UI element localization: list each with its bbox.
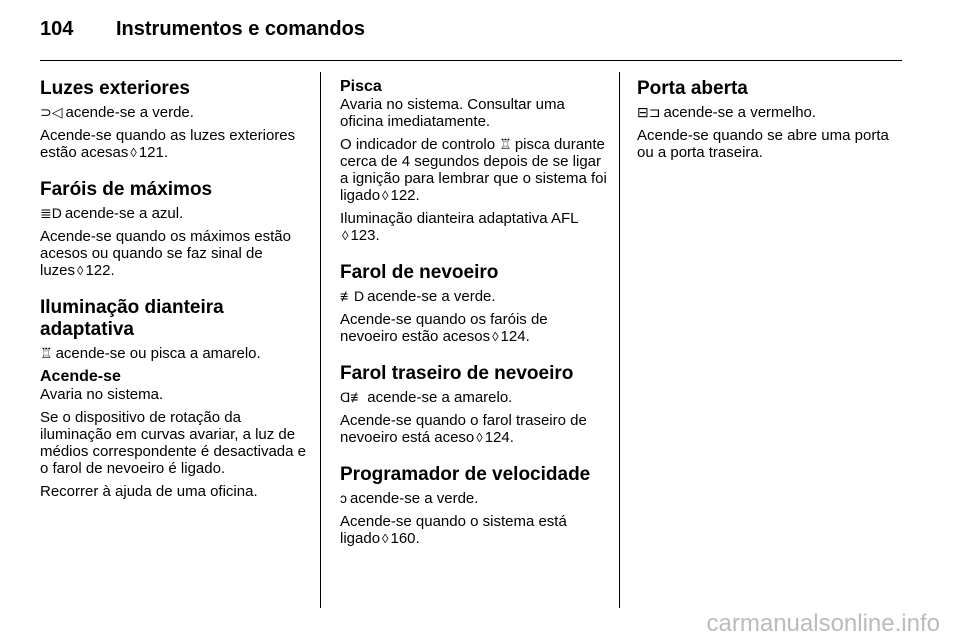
door-open-icon: ⊟⊐	[637, 104, 661, 120]
section-exterior-lights: Luzes exteriores ⊃◁ acende-se a verde. Acende-se quando as luzes exteriores estão acesas ◊ 121.	[40, 78, 310, 161]
header-rule	[40, 60, 902, 61]
page-ref-link[interactable]: 122.	[85, 262, 115, 279]
page-title: Instrumentos e comandos	[116, 18, 365, 40]
section-fog-light: Farol de nevoeiro ≢D acende-se a verde. Acende-se quando os faróis de nevoeiro estão acesos ◊ 124.	[340, 262, 608, 345]
exterior-lights-icon: ⊃◁	[40, 104, 63, 120]
afl-icon: ♖	[40, 345, 53, 361]
section-blinking: Pisca Avaria no sistema. Consultar uma oficina imediatamente. O indicador de controlo ♖ pisca durante cerca de 4 segundos depois de se ligar a ignição para lembrar que o sistema foi ligado ◊ 122. Iluminação dianteira adaptativa AFL ◊ 123.	[340, 78, 607, 244]
ref-arrow-icon: ◊	[77, 263, 84, 278]
watermark: carmanualsonline.info	[706, 610, 940, 637]
page-header	[40, 18, 365, 41]
section-title: Farol de nevoeiro	[340, 262, 499, 283]
page-ref-link[interactable]: 124.	[484, 429, 514, 446]
page-ref-link[interactable]: 121.	[138, 144, 169, 161]
column-1	[40, 78, 310, 518]
ref-arrow-icon: ◊	[130, 145, 137, 160]
ref-arrow-icon: ◊	[342, 228, 349, 243]
subsection-title: Acende-se	[40, 368, 121, 385]
column-divider-2	[619, 72, 620, 608]
rear-fog-light-icon: Ɑ≢	[340, 389, 365, 405]
high-beam-icon: ≣D	[40, 205, 62, 221]
page-number: 104	[40, 18, 74, 40]
cruise-control-icon: ↄ	[340, 490, 347, 506]
section-door-open: Porta aberta ⊟⊐ acende-se a vermelho. Acende-se quando se abre uma porta ou a porta traseira.	[637, 78, 905, 161]
page-ref-link[interactable]: 122.	[390, 187, 420, 204]
section-title: Iluminação dianteira adaptativa	[40, 297, 224, 340]
section-title: Luzes exteriores	[40, 78, 190, 99]
section-title: Porta aberta	[637, 78, 748, 99]
ref-arrow-icon: ◊	[476, 430, 483, 445]
page-ref-link[interactable]: 123.	[350, 227, 380, 244]
ref-arrow-icon: ◊	[382, 531, 389, 546]
section-cruise-control: Programador de velocidade ↄ acende-se a verde. Acende-se quando o sistema está ligado ◊ 160.	[340, 464, 608, 547]
section-adaptive-lighting: Iluminação dianteira adaptativa ♖ acende-se ou pisca a amarelo. Acende-se Avaria no sistema. Se o dispositivo de rotação da iluminação em curvas avariar, a luz de médios correspondente é desactivada e o farol de nevoeiro é ligado. Recorrer à ajuda de uma oficina.	[40, 297, 310, 500]
page-ref-link[interactable]: 160.	[390, 530, 420, 547]
fog-light-icon: ≢D	[340, 288, 365, 304]
section-title: Faróis de máximos	[40, 179, 213, 200]
section-title: Programador de velocidade	[340, 464, 591, 485]
section-high-beam: Faróis de máximos ≣D acende-se a azul. Acende-se quando os máximos estão acesos ou quando se faz sinal de luzes ◊ 122.	[40, 179, 310, 279]
column-divider-1	[320, 72, 321, 608]
afl-icon: ♖	[499, 136, 512, 152]
page-ref-link[interactable]: 124.	[500, 328, 530, 345]
subsection-title: Pisca	[340, 78, 382, 95]
column-3	[637, 78, 905, 179]
ref-arrow-icon: ◊	[382, 188, 389, 203]
section-title: Farol traseiro de nevoeiro	[340, 363, 574, 384]
column-2	[340, 78, 608, 565]
section-rear-fog-light: Farol traseiro de nevoeiro Ɑ≢ acende-se a amarelo. Acende-se quando o farol traseiro de nevoeiro está aceso ◊ 124.	[340, 363, 608, 446]
ref-arrow-icon: ◊	[492, 329, 499, 344]
